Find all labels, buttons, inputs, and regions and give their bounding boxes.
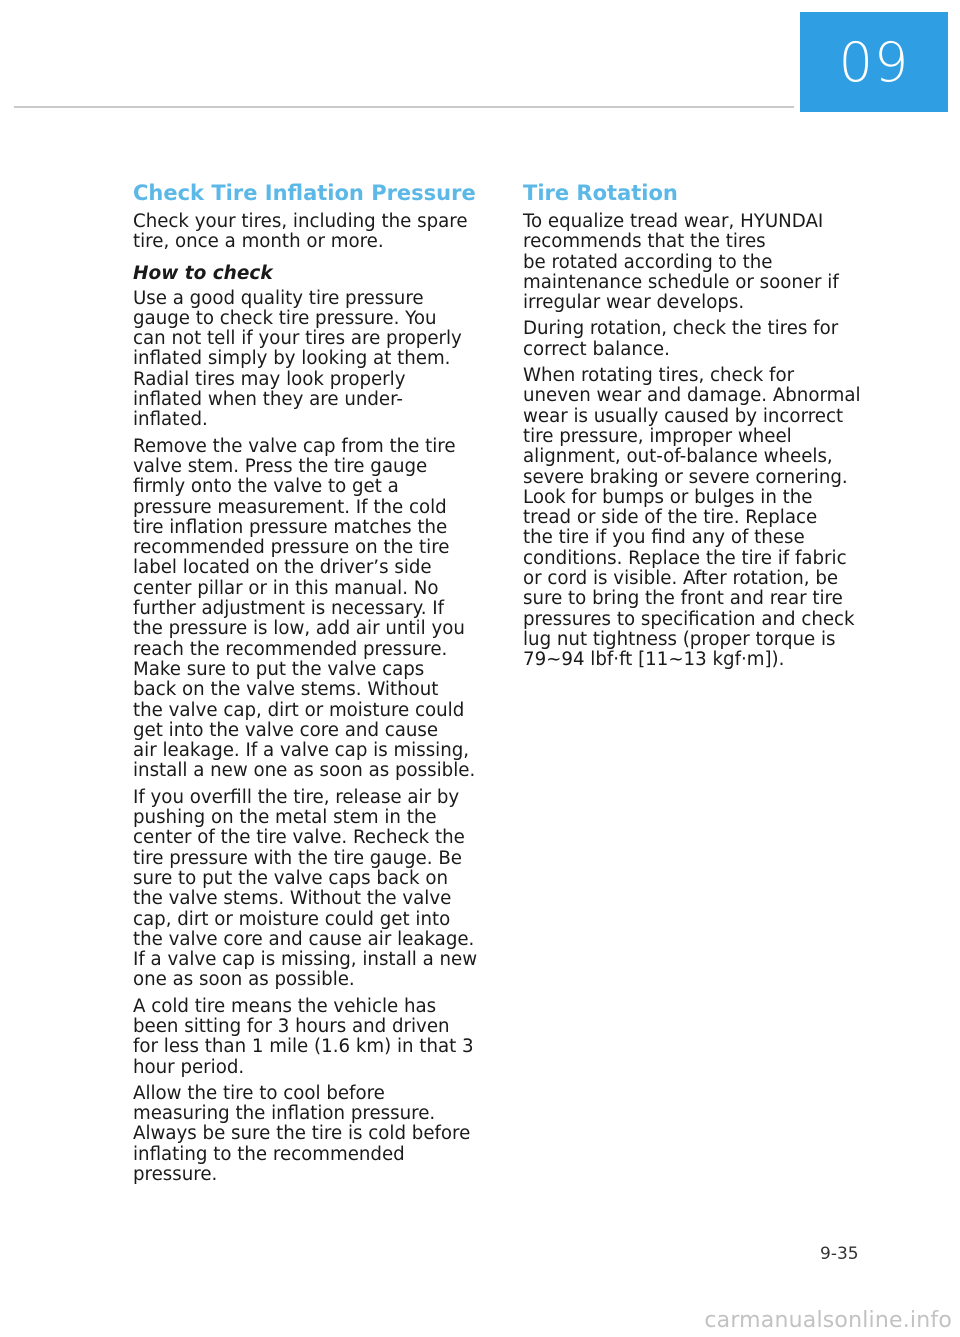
page-number: 9-35 [820, 1244, 859, 1264]
watermark: carmanualsonline.info [704, 1308, 952, 1333]
paragraph: A cold tire means the vehicle has been sitting for 3 hours and driven for less than 1 mile (1.6 km) in that 3 hour period. [133, 995, 474, 1078]
subheading-how-to-check: How to check [133, 262, 273, 284]
paragraph: Allow the tire to cool before measuring the inflation pressure. Always be sure the tire is cold before inflating to the recommended pressure. [133, 1082, 471, 1186]
section-title-tire-inflation: Check Tire Inflation Pressure [133, 181, 476, 205]
left-column [133, 180, 493, 1191]
paragraph: To equalize tread wear, HYUNDAI recommends that the tires be rotated according to the maintenance schedule or sooner if irregular wear develops. [523, 211, 839, 314]
paragraph: If you overfill the tire, release air by pushing on the metal stem in the center of the tire valve. Recheck the tire pressure with the tire gauge. Be sure to put the valve caps back on the valve stems. Without the valve cap, dirt or moisture could get into the valve core and cause air leakage. If a valve cap is missing, install a new one as soon as possible. [133, 786, 478, 991]
chapter-number: 09 [838, 30, 910, 94]
right-column [523, 180, 883, 677]
intro-paragraph: Check your tires, including the spare tire, once a month or more. [133, 211, 468, 253]
paragraph: During rotation, check the tires for correct balance. [523, 318, 839, 360]
chapter-tab [800, 12, 948, 112]
paragraph: Use a good quality tire pressure gauge to check tire pressure. You can not tell if your tires are properly inflated simply by looking at them. Radial tires may look properly inflated when they are under- inflated. [133, 287, 462, 431]
header-divider [14, 106, 794, 108]
paragraph: When rotating tires, check for uneven wear and damage. Abnormal wear is usually caused by incorrect tire pressure, improper wheel alignment, out-of-balance wheels, severe braking or severe cornering. Look for bumps or bulges in the tread or side of the tire. Replace the tire if you find any of these conditions. Replace the tire if fabric or cord is visible. After rotation, be sure to bring the front and rear tire pressures to specification and check lug nut tightness (proper torque is 79~94 lbf·ft [11~13 kgf·m]). [523, 365, 861, 671]
section-title-tire-rotation: Tire Rotation [523, 181, 678, 205]
paragraph: Remove the valve cap from the tire valve stem. Press the tire gauge firmly onto the valve to get a pressure measurement. If the cold tire inflation pressure matches the recommended pressure on the tire label located on the driver’s side center pillar or in this manual. No further adjustment is necessary. If the pressure is low, add air until you reach the recommended pressure. Make sure to put the valve caps back on the valve stems. Without the valve cap, dirt or moisture could get into the valve core and cause air leakage. If a valve cap is missing, install a new one as soon as possible. [133, 435, 476, 782]
